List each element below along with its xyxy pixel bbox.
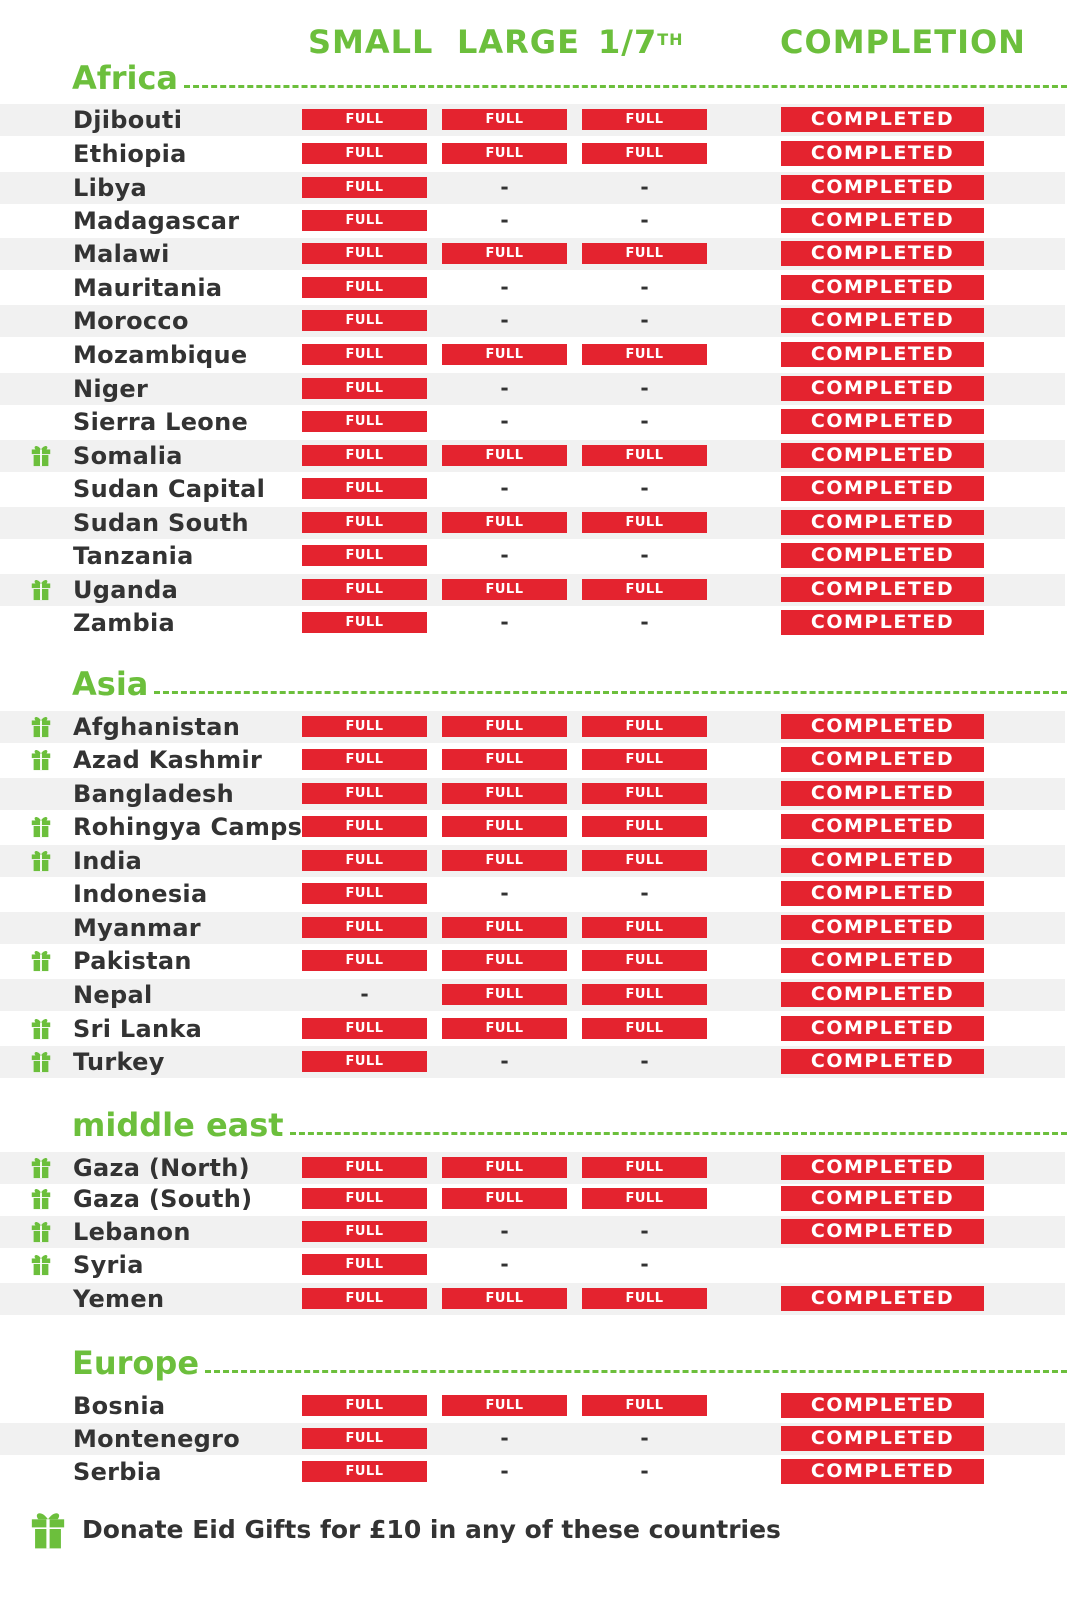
small-status-badge: FULL: [302, 716, 427, 737]
region-title: Asia: [72, 665, 149, 703]
dashed-divider: [184, 85, 1067, 88]
country-name: Azad Kashmir: [73, 746, 263, 774]
table-row: [0, 373, 1065, 405]
dashed-divider: [290, 1132, 1067, 1135]
large-status-badge: -: [500, 308, 509, 332]
table-row: [0, 1456, 1065, 1488]
small-status-badge: FULL: [302, 545, 427, 566]
country-name: Madagascar: [73, 207, 240, 235]
table-row: [0, 1046, 1065, 1078]
table-row: [0, 305, 1065, 337]
large-status-badge: FULL: [442, 243, 567, 264]
large-status-badge: FULL: [442, 579, 567, 600]
completion-badge: COMPLETED: [781, 107, 984, 132]
completion-badge: COMPLETED: [781, 915, 984, 940]
small-status-badge: FULL: [302, 1461, 427, 1482]
table-row: [0, 778, 1065, 810]
large-status-badge: -: [500, 275, 509, 299]
completion-badge: COMPLETED: [781, 1459, 984, 1484]
completion-badge: COMPLETED: [781, 1186, 984, 1211]
seventh-status-badge: FULL: [582, 1188, 707, 1209]
country-name: Rohingya Camps: [73, 813, 303, 841]
gift-icon: [30, 747, 52, 771]
large-status-badge: FULL: [442, 1018, 567, 1039]
country-name: Somalia: [73, 442, 183, 470]
seventh-status-badge: -: [640, 1459, 649, 1483]
region-title: Europe: [72, 1344, 200, 1382]
table-row: [0, 711, 1065, 743]
completion-badge: COMPLETED: [781, 308, 984, 333]
dashed-divider: [154, 691, 1067, 694]
large-status-badge: FULL: [442, 512, 567, 533]
gift-icon: [30, 1049, 52, 1073]
seventh-status-badge: FULL: [582, 917, 707, 938]
completion-badge: COMPLETED: [781, 714, 984, 739]
seventh-status-badge: FULL: [582, 984, 707, 1005]
small-status-badge: FULL: [302, 243, 427, 264]
seventh-status-badge: FULL: [582, 445, 707, 466]
small-status-badge: FULL: [302, 883, 427, 904]
completion-badge: COMPLETED: [781, 543, 984, 568]
seventh-status-badge: FULL: [582, 950, 707, 971]
small-status-badge: FULL: [302, 277, 427, 298]
country-name: Djibouti: [73, 106, 183, 134]
small-status-badge: FULL: [302, 612, 427, 633]
seventh-status-badge: FULL: [582, 579, 707, 600]
completion-badge: COMPLETED: [781, 443, 984, 468]
country-name: Myanmar: [73, 914, 201, 942]
seventh-status-badge: -: [640, 376, 649, 400]
seventh-status-badge: FULL: [582, 1018, 707, 1039]
completion-badge: COMPLETED: [781, 141, 984, 166]
country-name: Afghanistan: [73, 713, 241, 741]
small-status-badge: FULL: [302, 210, 427, 231]
table-row: [0, 1423, 1065, 1455]
table-row: [0, 574, 1065, 606]
country-name: India: [73, 847, 143, 875]
seventh-status-badge: -: [640, 1219, 649, 1243]
gift-icon: [30, 714, 52, 738]
completion-badge: COMPLETED: [781, 1286, 984, 1311]
table-row: [0, 339, 1065, 371]
region-header: [72, 1345, 1067, 1381]
country-name: Sudan Capital: [73, 475, 266, 503]
completion-badge: COMPLETED: [781, 275, 984, 300]
seventh-status-badge: -: [640, 476, 649, 500]
table-row: [0, 607, 1065, 639]
large-status-badge: -: [500, 610, 509, 634]
completion-badge: COMPLETED: [781, 781, 984, 806]
gift-icon: [30, 577, 52, 601]
small-status-badge: FULL: [302, 816, 427, 837]
table-row: [0, 845, 1065, 877]
large-status-badge: FULL: [442, 850, 567, 871]
country-name: Zambia: [73, 609, 176, 637]
country-name: Nepal: [73, 981, 153, 1009]
completion-badge: COMPLETED: [781, 881, 984, 906]
large-status-badge: FULL: [442, 445, 567, 466]
completion-badge: COMPLETED: [781, 1155, 984, 1180]
gift-icon: [30, 1252, 52, 1276]
completion-badge: COMPLETED: [781, 814, 984, 839]
gift-icon: [30, 814, 52, 838]
small-status-badge: FULL: [302, 478, 427, 499]
table-row: [0, 1152, 1065, 1184]
country-name: Lebanon: [73, 1218, 191, 1246]
seventh-status-badge: -: [640, 881, 649, 905]
table-row: [0, 945, 1065, 977]
small-status-badge: FULL: [302, 1157, 427, 1178]
gift-icon: [30, 1155, 52, 1179]
table-row: [0, 1216, 1065, 1248]
country-name: Bangladesh: [73, 780, 235, 808]
seventh-status-badge: FULL: [582, 749, 707, 770]
small-status-badge: FULL: [302, 512, 427, 533]
small-status-badge: FULL: [302, 143, 427, 164]
small-status-badge: FULL: [302, 1428, 427, 1449]
seventh-status-badge: -: [640, 308, 649, 332]
country-name: Sierra Leone: [73, 408, 249, 436]
region-title: middle east: [72, 1106, 284, 1144]
small-status-badge: -: [360, 982, 369, 1006]
dashed-divider: [205, 1370, 1067, 1373]
large-status-badge: -: [500, 208, 509, 232]
column-header-seventh-sup: TH: [657, 30, 684, 49]
large-status-badge: FULL: [442, 716, 567, 737]
completion-badge: COMPLETED: [781, 1016, 984, 1041]
gift-icon: [30, 1016, 52, 1040]
seventh-status-badge: FULL: [582, 109, 707, 130]
table-row: [0, 1013, 1065, 1045]
seventh-status-badge: FULL: [582, 783, 707, 804]
seventh-status-badge: -: [640, 175, 649, 199]
table-row: [0, 1249, 1065, 1281]
completion-badge: COMPLETED: [781, 1049, 984, 1074]
column-header-small: SMALL: [308, 23, 434, 61]
seventh-status-badge: -: [640, 208, 649, 232]
seventh-status-badge: -: [640, 1049, 649, 1073]
completion-badge: COMPLETED: [781, 476, 984, 501]
small-status-badge: FULL: [302, 749, 427, 770]
column-header-completion: COMPLETION: [780, 23, 1026, 61]
completion-badge: COMPLETED: [781, 208, 984, 233]
large-status-badge: FULL: [442, 344, 567, 365]
country-name: Yemen: [73, 1285, 165, 1313]
country-name: Indonesia: [73, 880, 208, 908]
small-status-badge: FULL: [302, 1288, 427, 1309]
country-name: Ethiopia: [73, 140, 187, 168]
table-row: [0, 1183, 1065, 1215]
country-name: Morocco: [73, 307, 189, 335]
large-status-badge: -: [500, 1049, 509, 1073]
small-status-badge: FULL: [302, 378, 427, 399]
table-row: [0, 979, 1065, 1011]
completion-badge: COMPLETED: [781, 510, 984, 535]
country-name: Bosnia: [73, 1392, 166, 1420]
region-header: [72, 1107, 1067, 1143]
large-status-badge: FULL: [442, 749, 567, 770]
small-status-badge: FULL: [302, 344, 427, 365]
table-row: [0, 272, 1065, 304]
seventh-status-badge: -: [640, 1426, 649, 1450]
completion-badge: COMPLETED: [781, 241, 984, 266]
seventh-status-badge: -: [640, 409, 649, 433]
country-name: Syria: [73, 1251, 144, 1279]
table-row: [0, 878, 1065, 910]
completion-badge: COMPLETED: [781, 342, 984, 367]
country-name: Turkey: [73, 1048, 165, 1076]
large-status-badge: -: [500, 1459, 509, 1483]
completion-badge: COMPLETED: [781, 610, 984, 635]
small-status-badge: FULL: [302, 411, 427, 432]
gift-icon: [30, 1508, 66, 1550]
country-name: Tanzania: [73, 542, 194, 570]
region-title: Africa: [72, 59, 178, 97]
completion-badge: COMPLETED: [781, 577, 984, 602]
small-status-badge: FULL: [302, 1051, 427, 1072]
table-row: [0, 406, 1065, 438]
completion-badge: COMPLETED: [781, 982, 984, 1007]
large-status-badge: FULL: [442, 984, 567, 1005]
country-name: Gaza (South): [73, 1185, 253, 1213]
seventh-status-badge: -: [640, 275, 649, 299]
completion-badge: COMPLETED: [781, 948, 984, 973]
large-status-badge: FULL: [442, 816, 567, 837]
large-status-badge: FULL: [442, 109, 567, 130]
small-status-badge: FULL: [302, 1188, 427, 1209]
seventh-status-badge: FULL: [582, 816, 707, 837]
footer-text: Donate Eid Gifts for £10 in any of these countries: [82, 1514, 781, 1544]
table-row: [0, 104, 1065, 136]
small-status-badge: FULL: [302, 1254, 427, 1275]
country-name: Mauritania: [73, 274, 223, 302]
large-status-badge: FULL: [442, 1188, 567, 1209]
table-row: [0, 1390, 1065, 1422]
seventh-status-badge: FULL: [582, 344, 707, 365]
table-row: [0, 540, 1065, 572]
small-status-badge: FULL: [302, 950, 427, 971]
country-name: Pakistan: [73, 947, 192, 975]
country-name: Gaza (North): [73, 1154, 250, 1182]
large-status-badge: FULL: [442, 917, 567, 938]
seventh-status-badge: FULL: [582, 1288, 707, 1309]
large-status-badge: FULL: [442, 143, 567, 164]
large-status-badge: -: [500, 1426, 509, 1450]
large-status-badge: -: [500, 409, 509, 433]
table-row: [0, 238, 1065, 270]
table-row: [0, 172, 1065, 204]
seventh-status-badge: FULL: [582, 143, 707, 164]
seventh-status-badge: -: [640, 543, 649, 567]
table-row: [0, 912, 1065, 944]
table-row: [0, 507, 1065, 539]
completion-badge: COMPLETED: [781, 376, 984, 401]
country-name: Serbia: [73, 1458, 162, 1486]
large-status-badge: FULL: [442, 1288, 567, 1309]
large-status-badge: -: [500, 476, 509, 500]
large-status-badge: FULL: [442, 783, 567, 804]
completion-badge: COMPLETED: [781, 175, 984, 200]
country-name: Niger: [73, 375, 149, 403]
completion-badge: COMPLETED: [781, 1219, 984, 1244]
small-status-badge: FULL: [302, 445, 427, 466]
region-header: [72, 666, 1067, 702]
gift-icon: [30, 948, 52, 972]
large-status-badge: -: [500, 1252, 509, 1276]
large-status-badge: FULL: [442, 950, 567, 971]
gift-icon: [30, 1186, 52, 1210]
seventh-status-badge: -: [640, 610, 649, 634]
country-name: Libya: [73, 174, 148, 202]
completion-badge: COMPLETED: [781, 1426, 984, 1451]
seventh-status-badge: FULL: [582, 1157, 707, 1178]
large-status-badge: FULL: [442, 1157, 567, 1178]
seventh-status-badge: FULL: [582, 716, 707, 737]
large-status-badge: -: [500, 881, 509, 905]
seventh-status-badge: FULL: [582, 243, 707, 264]
small-status-badge: FULL: [302, 109, 427, 130]
gift-icon: [30, 1219, 52, 1243]
large-status-badge: -: [500, 543, 509, 567]
seventh-status-badge: FULL: [582, 850, 707, 871]
country-name: Montenegro: [73, 1425, 241, 1453]
small-status-badge: FULL: [302, 783, 427, 804]
table-row: [0, 811, 1065, 843]
column-header-large: LARGE: [457, 23, 580, 61]
country-name: Sudan South: [73, 509, 249, 537]
small-status-badge: FULL: [302, 917, 427, 938]
small-status-badge: FULL: [302, 1018, 427, 1039]
small-status-badge: FULL: [302, 1395, 427, 1416]
seventh-status-badge: FULL: [582, 512, 707, 533]
table-row: [0, 440, 1065, 472]
seventh-status-badge: -: [640, 1252, 649, 1276]
large-status-badge: -: [500, 175, 509, 199]
table-row: [0, 1283, 1065, 1315]
table-row: [0, 744, 1065, 776]
small-status-badge: FULL: [302, 850, 427, 871]
country-name: Uganda: [73, 576, 179, 604]
small-status-badge: FULL: [302, 579, 427, 600]
country-name: Sri Lanka: [73, 1015, 203, 1043]
completion-badge: COMPLETED: [781, 747, 984, 772]
small-status-badge: FULL: [302, 310, 427, 331]
completion-badge: COMPLETED: [781, 1393, 984, 1418]
gift-icon: [30, 848, 52, 872]
large-status-badge: -: [500, 1219, 509, 1243]
completion-badge: COMPLETED: [781, 409, 984, 434]
gift-icon: [30, 443, 52, 467]
region-header: [72, 60, 1067, 96]
column-header-seventh: [598, 22, 684, 62]
completion-badge: COMPLETED: [781, 848, 984, 873]
seventh-status-badge: FULL: [582, 1395, 707, 1416]
column-header-seventh-label: 1/7: [598, 23, 658, 61]
small-status-badge: FULL: [302, 177, 427, 198]
table-row: [0, 473, 1065, 505]
table-row: [0, 205, 1065, 237]
small-status-badge: FULL: [302, 1221, 427, 1242]
country-name: Malawi: [73, 240, 170, 268]
table-row: [0, 138, 1065, 170]
large-status-badge: FULL: [442, 1395, 567, 1416]
footer-note: [30, 1508, 781, 1550]
country-name: Mozambique: [73, 341, 248, 369]
large-status-badge: -: [500, 376, 509, 400]
